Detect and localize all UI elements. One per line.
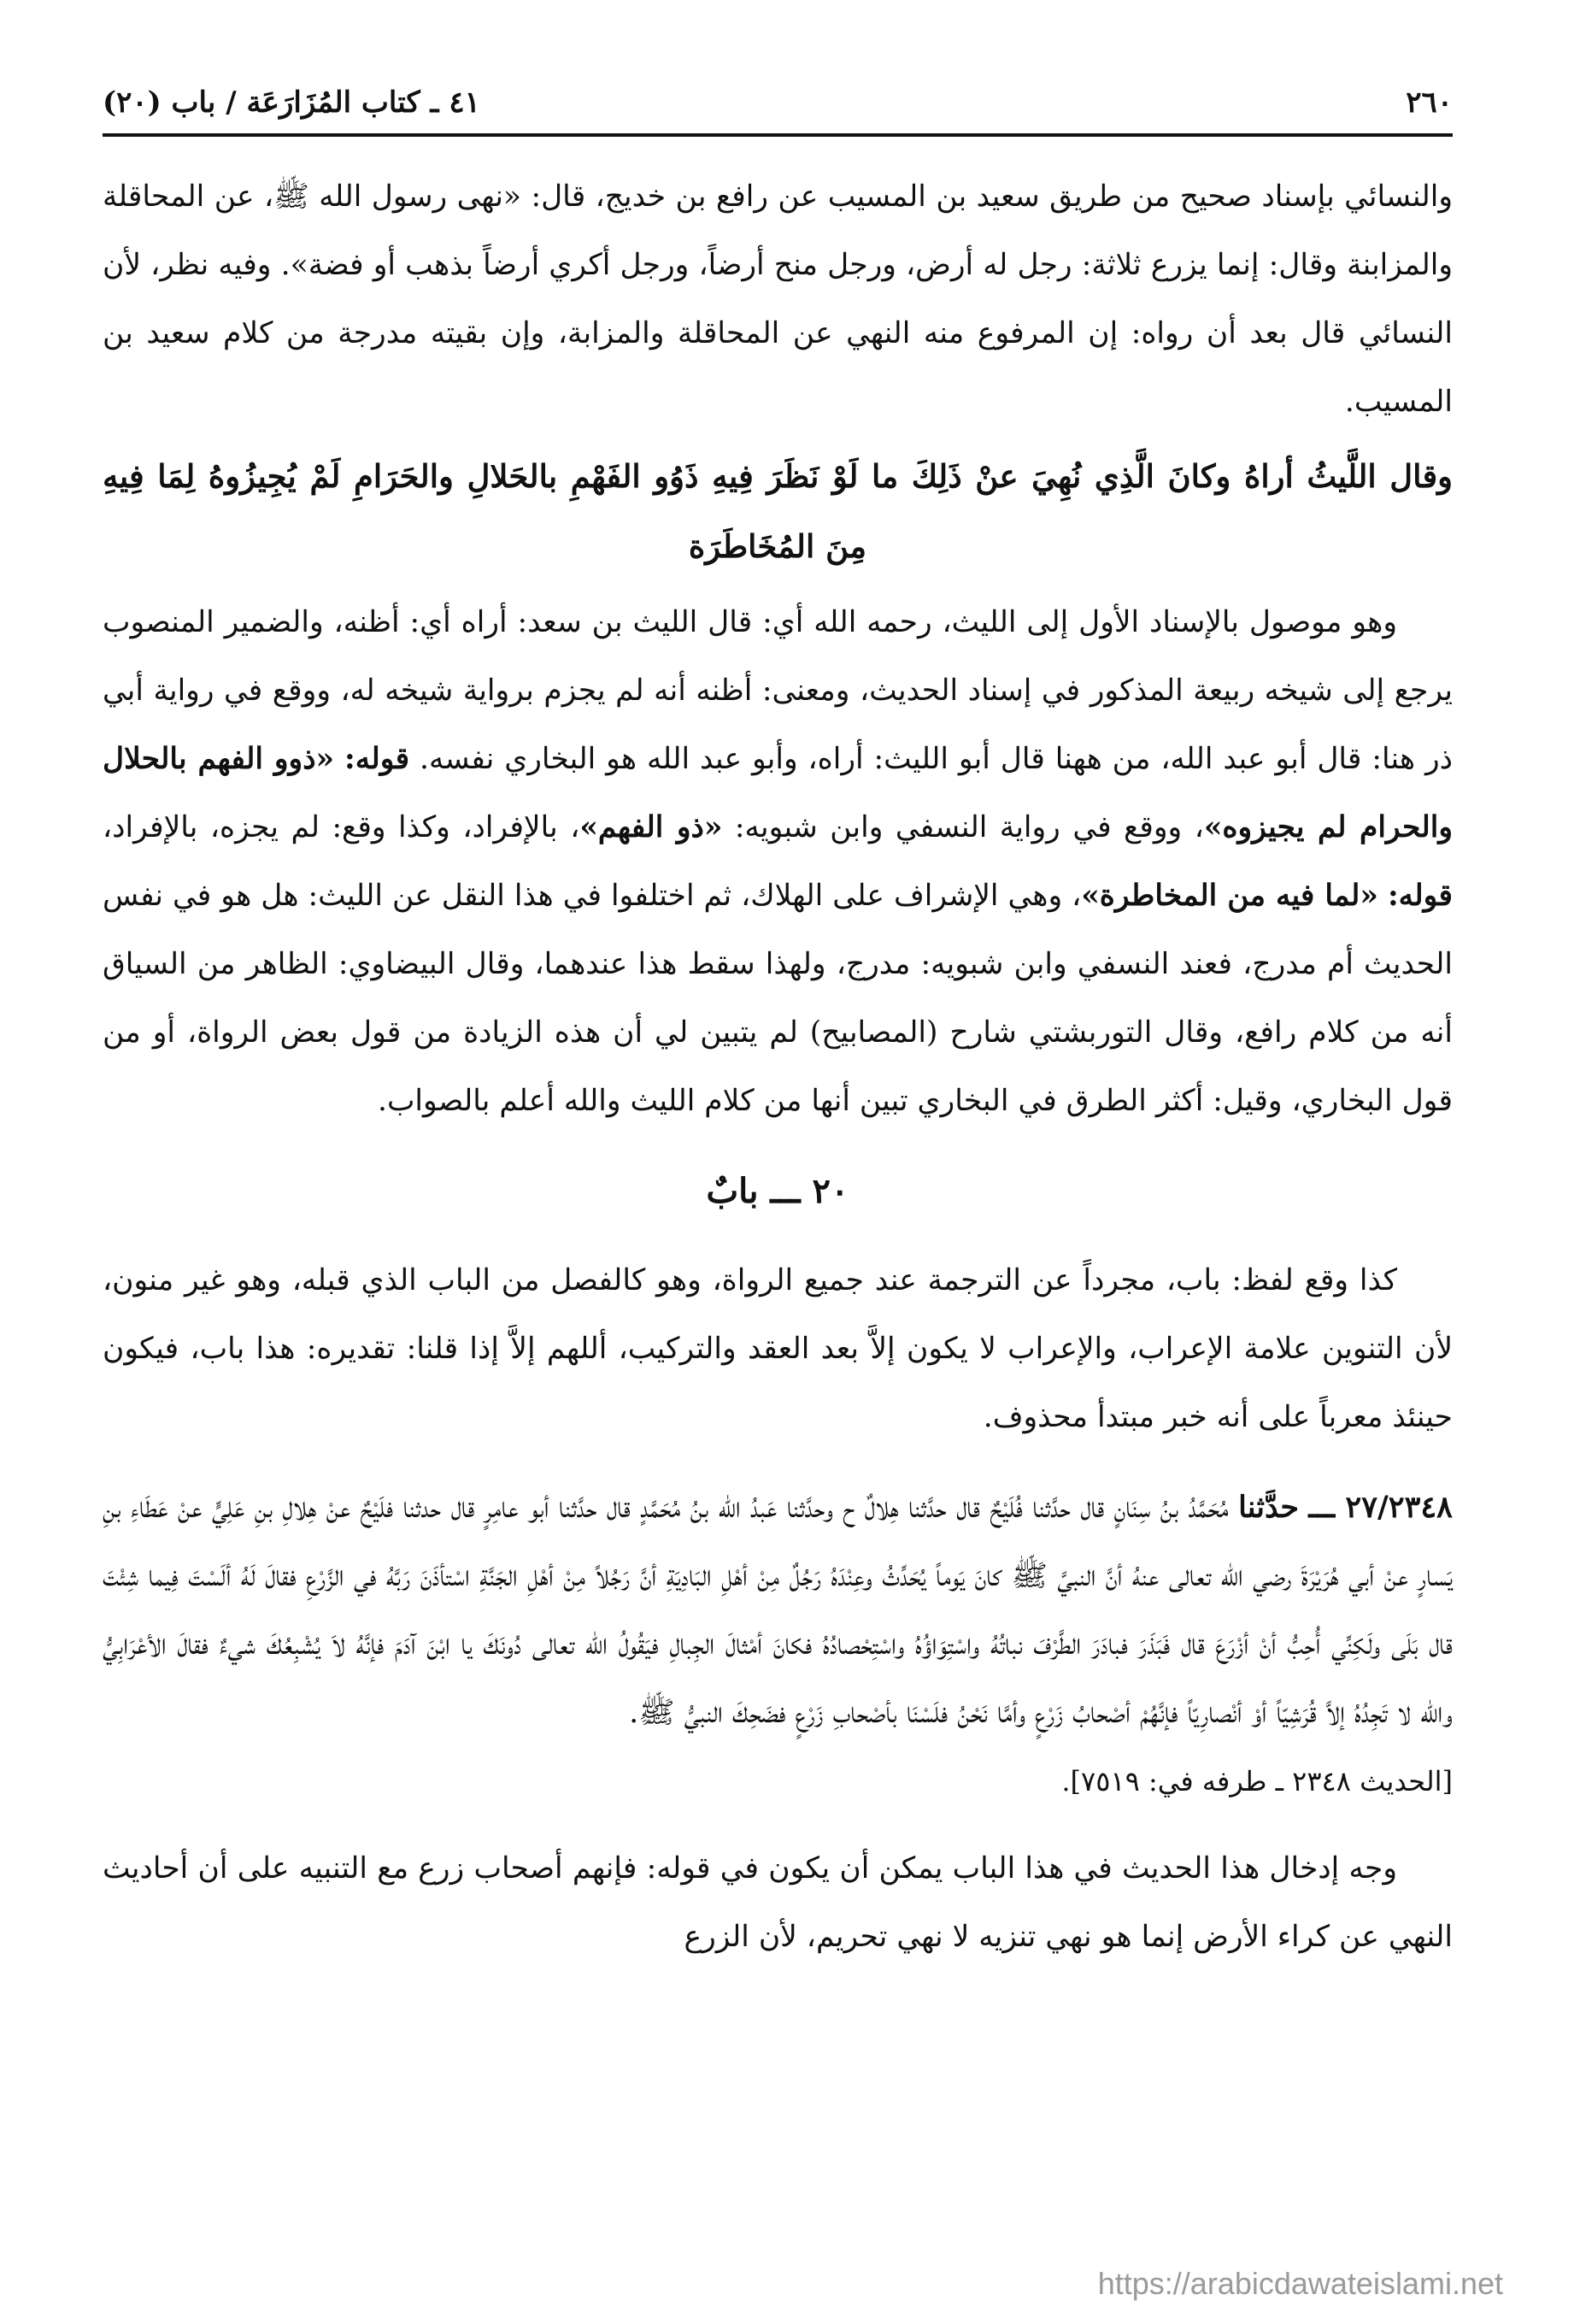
paragraph-wajh: وجه إدخال هذا الحديث في هذا الباب يمكن أن يكون في قوله: فإنهم أصحاب زرع مع التنبيه على أن أحاديث النهي عن كراء الأرض إنما هو نهي تنزيه لا نهي تحريم، لأن الزرع: [103, 1851, 1453, 1954]
watermark-url: https://arabicdawateislami.net: [1097, 2266, 1503, 2301]
hadith-number: ٢٧/٢٣٤٨ ـــ: [1308, 1490, 1453, 1525]
quote-layth: وقال اللَّيثُ أراهُ وكانَ الَّذِي نُهِيَ عنْ ذَلِكَ ما لَوْ نَظَرَ فِيهِ ذَوُو الفَهْمِ بالحَلالِ والحَرَامِ لَمْ يُجِيزُوهُ لِمَا فِيهِ مِنَ المُخَاطَرَة: [103, 457, 1453, 565]
sharh-bold-1: «ذوو الفهم بالحلال والحرام لم يجيزوه»: [103, 742, 1453, 844]
running-title: ٤١ ـ كتاب المُزَارَعَة / باب (٢٠): [103, 85, 480, 120]
sharh-bold-3: «لما فيه من المخاطرة»: [1081, 879, 1378, 913]
paragraph-nasai: والنسائي بإسناد صحيح من طريق سعيد بن المسيب عن رافع بن خديج، قال: «نهى رسول الله ﷺ، عن المحاقلة والمزابنة وقال: إنما يزرع ثلاثة: رجل له أرض، ورجل منح أرضاً، ورجل أكري أرضاً بذهب أو فضة». وفيه نظر، لأن النسائي قال بعد أن رواه: إن المرفوع منه النهي عن المحاقلة والمزابة، وإن بقيته مدرجة من كلام سعيد بن المسيب.: [103, 179, 1453, 419]
page-body: [103, 162, 1453, 1971]
sharh-bold-2: «ذو الفهم»: [579, 810, 723, 844]
sharh-text-3: ، بالإفراد، وكذا وقع: لم يجزه، بالإفراد،: [103, 810, 580, 844]
paragraph-sharh: [103, 588, 1453, 1135]
hadith-text: [103, 1474, 1453, 1747]
page-header: [103, 77, 1453, 128]
page-number: ٢٦٠: [1406, 85, 1453, 120]
sharh-text-2: ، ووقع في رواية النسفي وابن شبويه:: [722, 810, 1204, 844]
hadith-body: مُحَمَّدُ بنُ سِنَانٍ قال حدَّثنا فُلَيْحٌ قال حدَّثنا هِلالٌ ح وحدَّثنا عَبدُ الله بنُ مُحَمَّدٍ قال حدَّثنا أبو عامِرٍ قال حدثنا فلَيْحٌ عنْ هِلالِ بنِ عَلِيٍّ عنْ عَطَاءِ بنِ يَسارٍ عنْ أبي هُرَيْرَةَ رضي الله تعالى عنهُ أنَّ النبيَّ ﷺ كانَ يَوماً يُحَدِّثُ وعِنْدَهُ رَجُلٌ مِنْ أهْلِ البَادِيَةِ أنَّ رَجُلاً مِنْ أهْلِ الجَنَّةِ اسْتأذَنَ رَبَّهُ في الزَّرْعِ فقالَ لَهُ ألَسْتَ فِيما شِئْتَ قال بَلَى ولَكِنِّي أُحِبُّ أنْ أزْرَعَ قال فَبَذَرَ فبادَرَ الطَّرْفَ نباتُهُ واسْتِوَاؤُهُ واسْتِحْصادُهُ فكانَ أمْثالَ الجِبالِ فيَقُولُ الله تعالى دُونَكَ يا ابْنَ آدَمَ فإنَّهُ لاَ يُشْبِعُكَ شيءٌ فقالَ الأعْرَابِيُّ والله لا تَجِدُهُ إلاَّ قُرَشِيّاً أوْ أنْصارِيّاً فإنَّهُمْ أصْحابُ زَرْعٍ وأمَّا نَحْنُ فلَسْنَا بأصْحابِ زَرْعٍ فضَحِكَ النبيُّ ﷺ.: [103, 1491, 1453, 1730]
section-heading: ٢٠ ـــ بابٌ: [706, 1171, 849, 1211]
hadith-reference: [الحديث ٢٣٤٨ ـ طرفه في: ٧٥١٩].: [1061, 1765, 1453, 1797]
paragraph-bab: كذا وقع لفظ: باب، مجرداً عن الترجمة عند جميع الرواة، وهو كالفصل من الباب الذي قبله، وهو غير منون، لأن التنوين علامة الإعراب، والإعراب لا يكون إلاَّ بعد العقد والتركيب، أللهم إلاَّ إذا قلنا: تقديره: هذا باب، فيكون حينئذ معرباً على أنه خبر مبتدأ محذوف.: [103, 1263, 1453, 1434]
header-rule: [103, 133, 1453, 137]
sharh-text-1: وهو موصول بالإسناد الأول إلى الليث، رحمه الله أي: قال الليث بن سعد: أراه أي: أظنه، والضمير المنصوب يرجع إلى شيخه ربيعة المذكور في إسناد الحديث، ومعنى: أظنه أنه لم يجزم برواية شيخه له، ووقع في رواية أبي ذر هنا: قال أبو عبد الله، من ههنا قال أبو الليث: أراه، وأبو عبد الله هو البخاري نفسه.: [103, 605, 1453, 776]
sharh-text-4: ، وهي الإشراف على الهلاك، ثم اختلفوا في هذا النقل عن الليث: هل هو في نفس الحديث أم مدرج، فعند النسفي وابن شبويه: مدرج، ولهذا سقط هذا عندهما، وقال البيضاوي: الظاهر من السياق أنه من كلام رافع، وقال التوربشتي شارح (المصابيح) لم يتبين لي أن هذه الزيادة من قول بعض الرواة، أو من قول البخاري، وقيل: أكثر الطرق في البخاري تبين أنها من كلام الليث والله أعلم بالصواب.: [103, 879, 1453, 1118]
qawluhu-label-2: قوله:: [1387, 879, 1453, 913]
page: [103, 77, 1453, 2265]
qawluhu-label-1: قوله:: [344, 742, 410, 776]
hadith-lead: حدَّثنا: [1238, 1490, 1300, 1525]
